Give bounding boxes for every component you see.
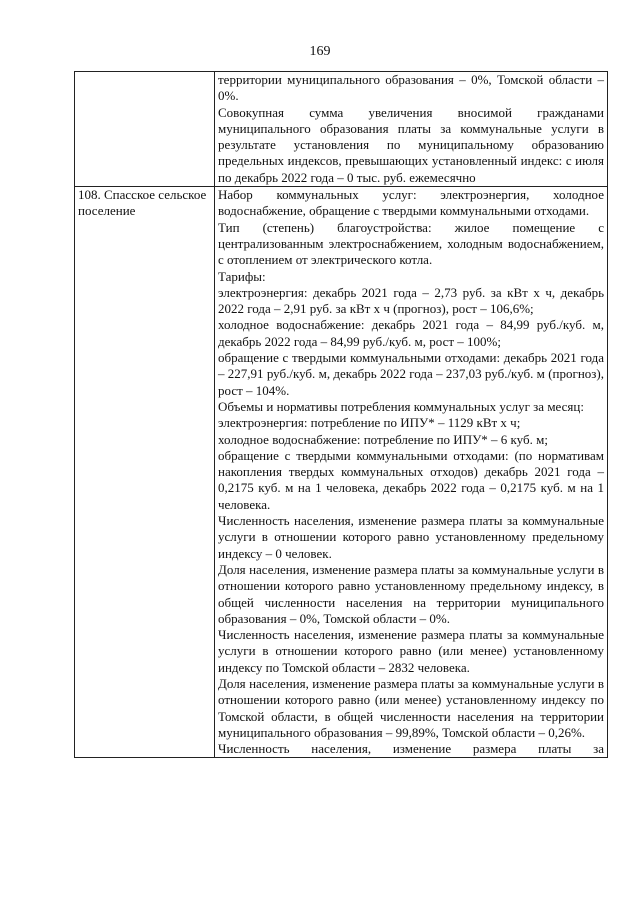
paragraph: Доля населения, изменение размера платы за коммунальные услуги в отношении которого равно установленному предельному индексу, в общей численности населения на территории муниципального образования – 0%, Томской области – 0%. — [218, 561, 604, 626]
description-cell — [215, 187, 608, 758]
page-number: 169 — [309, 44, 331, 59]
paragraph: Доля населения, изменение размера платы за коммунальные услуги в отношении которого равно (или менее) установленному индексу по Томской области, в общей численности населения на территории муниципального образования – 99,89%, Томской области – 0,26%. — [218, 675, 604, 740]
paragraph: электроэнергия: декабрь 2021 года – 2,73 руб. за кВт x ч, декабрь 2022 года – 2,91 руб. за кВт x ч (прогноз), рост – 106,6%; — [218, 284, 604, 317]
municipality-cell: 108. Спасское сельское поселение — [75, 187, 215, 758]
paragraph: Набор коммунальных услуг: электроэнергия, холодное водоснабжение, обращение с твердыми коммунальными отходами. — [218, 187, 604, 219]
table-row — [75, 72, 608, 187]
paragraph: Тип (степень) благоустройства: жилое помещение с централизованным электроснабжением, холодным водоснабжением, с отоплением от электрического котла. — [218, 219, 604, 268]
paragraph: Численность населения, изменение размера платы за коммунальные услуги в отношении которого равно установленному предельному индексу – 0 человек. — [218, 513, 604, 561]
paragraph: обращение с твердыми коммунальными отходами: декабрь 2021 года – 227,91 руб./куб. м, декабрь 2022 года – 237,03 руб./куб. м (прогноз), рост – 104%. — [218, 350, 604, 398]
paragraph: Тарифы: — [218, 268, 266, 284]
paragraph: холодное водоснабжение: потребление по ИПУ* – 6 куб. м; — [218, 431, 548, 447]
paragraph: Объемы и нормативы потребления коммунальных услуг за месяц: — [218, 398, 584, 414]
paragraph: Численность населения, изменение размера платы за коммунальные услуги в отношении которого равно (или менее) установленному индексу по Томской области – 2832 человека. — [218, 627, 604, 675]
paragraph: холодное водоснабжение: декабрь 2021 года – 84,99 руб./куб. м, декабрь 2022 года – 84,99 руб./куб. м, рост – 100%; — [218, 317, 604, 349]
tariff-table — [74, 71, 608, 758]
description-cell — [215, 72, 608, 187]
paragraph: электроэнергия: потребление по ИПУ* – 1129 кВт x ч; — [218, 415, 521, 431]
municipality-cell — [75, 72, 215, 187]
paragraph: Численность населения, изменение размера платы за — [218, 741, 604, 757]
paragraph: Совокупная сумма увеличения вносимой гражданами муниципального образования платы за коммунальные услуги в результате установления по муниципальному образованию предельных индексов, превышающих установленный индекс: с июля по декабрь 2022 года – 0 тыс. руб. ежемесячно — [218, 104, 604, 185]
paragraph: обращение с твердыми коммунальными отходами: (по нормативам накопления твердых коммунальных отходов) декабрь 2021 года – 0,2175 куб. м на 1 человека, декабрь 2022 года – 0,2175 куб. м на 1 человека. — [218, 447, 604, 512]
paragraph: территории муниципального образования – 0%, Томской области – 0%. — [218, 72, 604, 104]
table-row — [75, 187, 608, 758]
